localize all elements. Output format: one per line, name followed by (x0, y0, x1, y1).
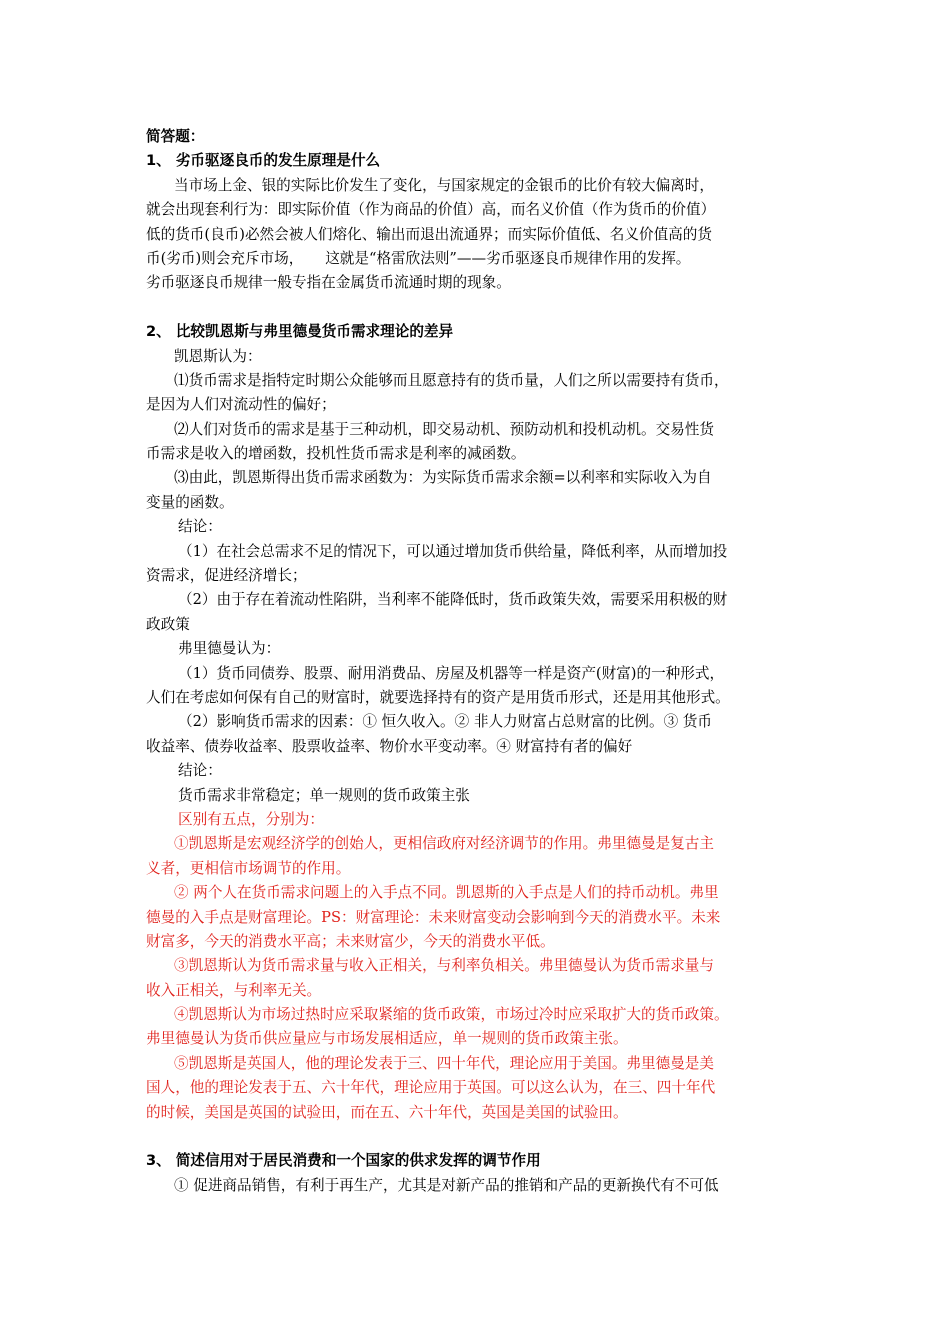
red-paragraph-line: 的时候，美国是英国的试验田，而在五、六十年代，英国是美国的试验田。 (146, 1103, 628, 1121)
paragraph-line: 是因为人们对流动性的偏好； (146, 396, 336, 414)
red-paragraph-line: ③凯恩斯认为货币需求量与收入正相关，与利率负相关。弗里德曼认为货币需求量与 (174, 957, 714, 975)
paragraph-line: ① 促进商品销售，有利于再生产，尤其是对新产品的推销和产品的更新换代有不可低 (174, 1176, 719, 1194)
section-2-title: 2、 比较凯恩斯与弗里德曼货币需求理论的差异 (146, 323, 454, 341)
section-1-title: 1、 劣币驱逐良币的发生原理是什么 (146, 152, 381, 170)
red-paragraph-line: ④凯恩斯认为市场过热时应采取紧缩的货币政策，市场过冷时应采取扩大的货币政策。 (174, 1006, 729, 1024)
paragraph-line: 变量的函数。 (146, 493, 234, 511)
paragraph-line: （1）货币同债券、股票、耐用消费品、房屋及机器等一样是资产(财富)的一种形式， (178, 664, 725, 682)
paragraph-line: 货币需求非常稳定；单一规则的货币政策主张 (178, 786, 470, 804)
paragraph-line: 结论： (178, 518, 222, 536)
paragraph-line: 低的货币(良币)必然会被人们熔化、输出而退出流通界；而实际价值低、名义价值高的货 (146, 225, 712, 243)
paragraph-line: 结论： (178, 762, 222, 780)
red-paragraph-line: ⑤凯恩斯是英国人，他的理论发表于三、四十年代，理论应用于美国。弗里德曼是美 (174, 1054, 714, 1072)
paragraph-line: 币(劣币)则会充斥市场， 这就是“格雷欣法则”——劣币驱逐良币规律作用的发挥。 (146, 249, 691, 267)
paragraph-line: （2）影响货币需求的因素：① 恒久收入。② 非人力财富占总财富的比例。③ 货币 (178, 713, 712, 731)
paragraph-line: ⑵人们对货币的需求是基于三种动机，即交易动机、预防动机和投机动机。交易性货 (174, 420, 714, 438)
paragraph-line: 当市场上金、银的实际比价发生了变化，与国家规定的金银币的比价有较大偏离时， (174, 176, 714, 194)
red-paragraph-line: 国人，他的理论发表于五、六十年代，理论应用于英国。可以这么认为，在三、四十年代 (146, 1079, 716, 1097)
red-paragraph-line: 收入正相关，与利率无关。 (146, 981, 322, 999)
red-paragraph-line: ①凯恩斯是宏观经济学的创始人，更相信政府对经济调节的作用。弗里德曼是复古主 (174, 835, 714, 853)
red-paragraph-line: 弗里德曼认为货币供应量应与市场发展相适应，单一规则的货币政策主张。 (146, 1030, 628, 1048)
section-3-title: 3、 简述信用对于居民消费和一个国家的供求发挥的调节作用 (146, 1152, 541, 1170)
paragraph-line: 人们在考虑如何保有自己的财富时，就要选择持有的资产是用货币形式，还是用其他形式。 (146, 688, 730, 706)
page-heading: 简答题： (146, 128, 205, 145)
red-paragraph-line: 德曼的入手点是财富理论。PS：财富理论：未来财富变动会影响到今天的消费水平。未来 (146, 908, 721, 926)
paragraph-line: 资需求，促进经济增长； (146, 567, 307, 585)
paragraph-line: 收益率、债券收益率、股票收益率、物价水平变动率。④ 财富持有者的偏好 (146, 737, 633, 755)
paragraph-line: 币需求是收入的增函数，投机性货币需求是利率的减函数。 (146, 445, 526, 463)
blank-line (146, 296, 812, 320)
paragraph-line: 弗里德曼认为： (178, 640, 281, 658)
paragraph-line: ⑶由此，凯恩斯得出货币需求函数为：为实际货币需求余额=以利率和实际收入为自 (174, 469, 712, 487)
paragraph-line: 政政策 (146, 615, 190, 633)
paragraph-line: （2）由于存在着流动性陷阱，当利率不能降低时，货币政策失效，需要采用积极的财 (178, 591, 728, 609)
paragraph-line: 就会出现套利行为：即实际价值（作为商品的价值）高，而名义价值（作为货币的价值） (146, 201, 716, 219)
red-paragraph-line: 区别有五点，分别为： (178, 810, 324, 828)
paragraph-line: （1）在社会总需求不足的情况下，可以通过增加货币供给量，降低利率，从而增加投 (178, 542, 728, 560)
paragraph-line: ⑴货币需求是指特定时期公众能够而且愿意持有的货币量，人们之所以需要持有货币， (174, 371, 729, 389)
paragraph-line: 凯恩斯认为： (174, 347, 262, 365)
paragraph-line: 劣币驱逐良币规律一般专指在金属货币流通时期的现象。 (146, 274, 511, 292)
red-paragraph-line: 义者，更相信市场调节的作用。 (146, 859, 351, 877)
red-paragraph-line: ② 两个人在货币需求问题上的入手点不同。凯恩斯的入手点是人们的持币动机。弗里 (174, 884, 719, 902)
blank-line (146, 1125, 812, 1149)
red-paragraph-line: 财富多，今天的消费水平高；未来财富少，今天的消费水平低。 (146, 932, 555, 950)
document-page (146, 125, 812, 1198)
